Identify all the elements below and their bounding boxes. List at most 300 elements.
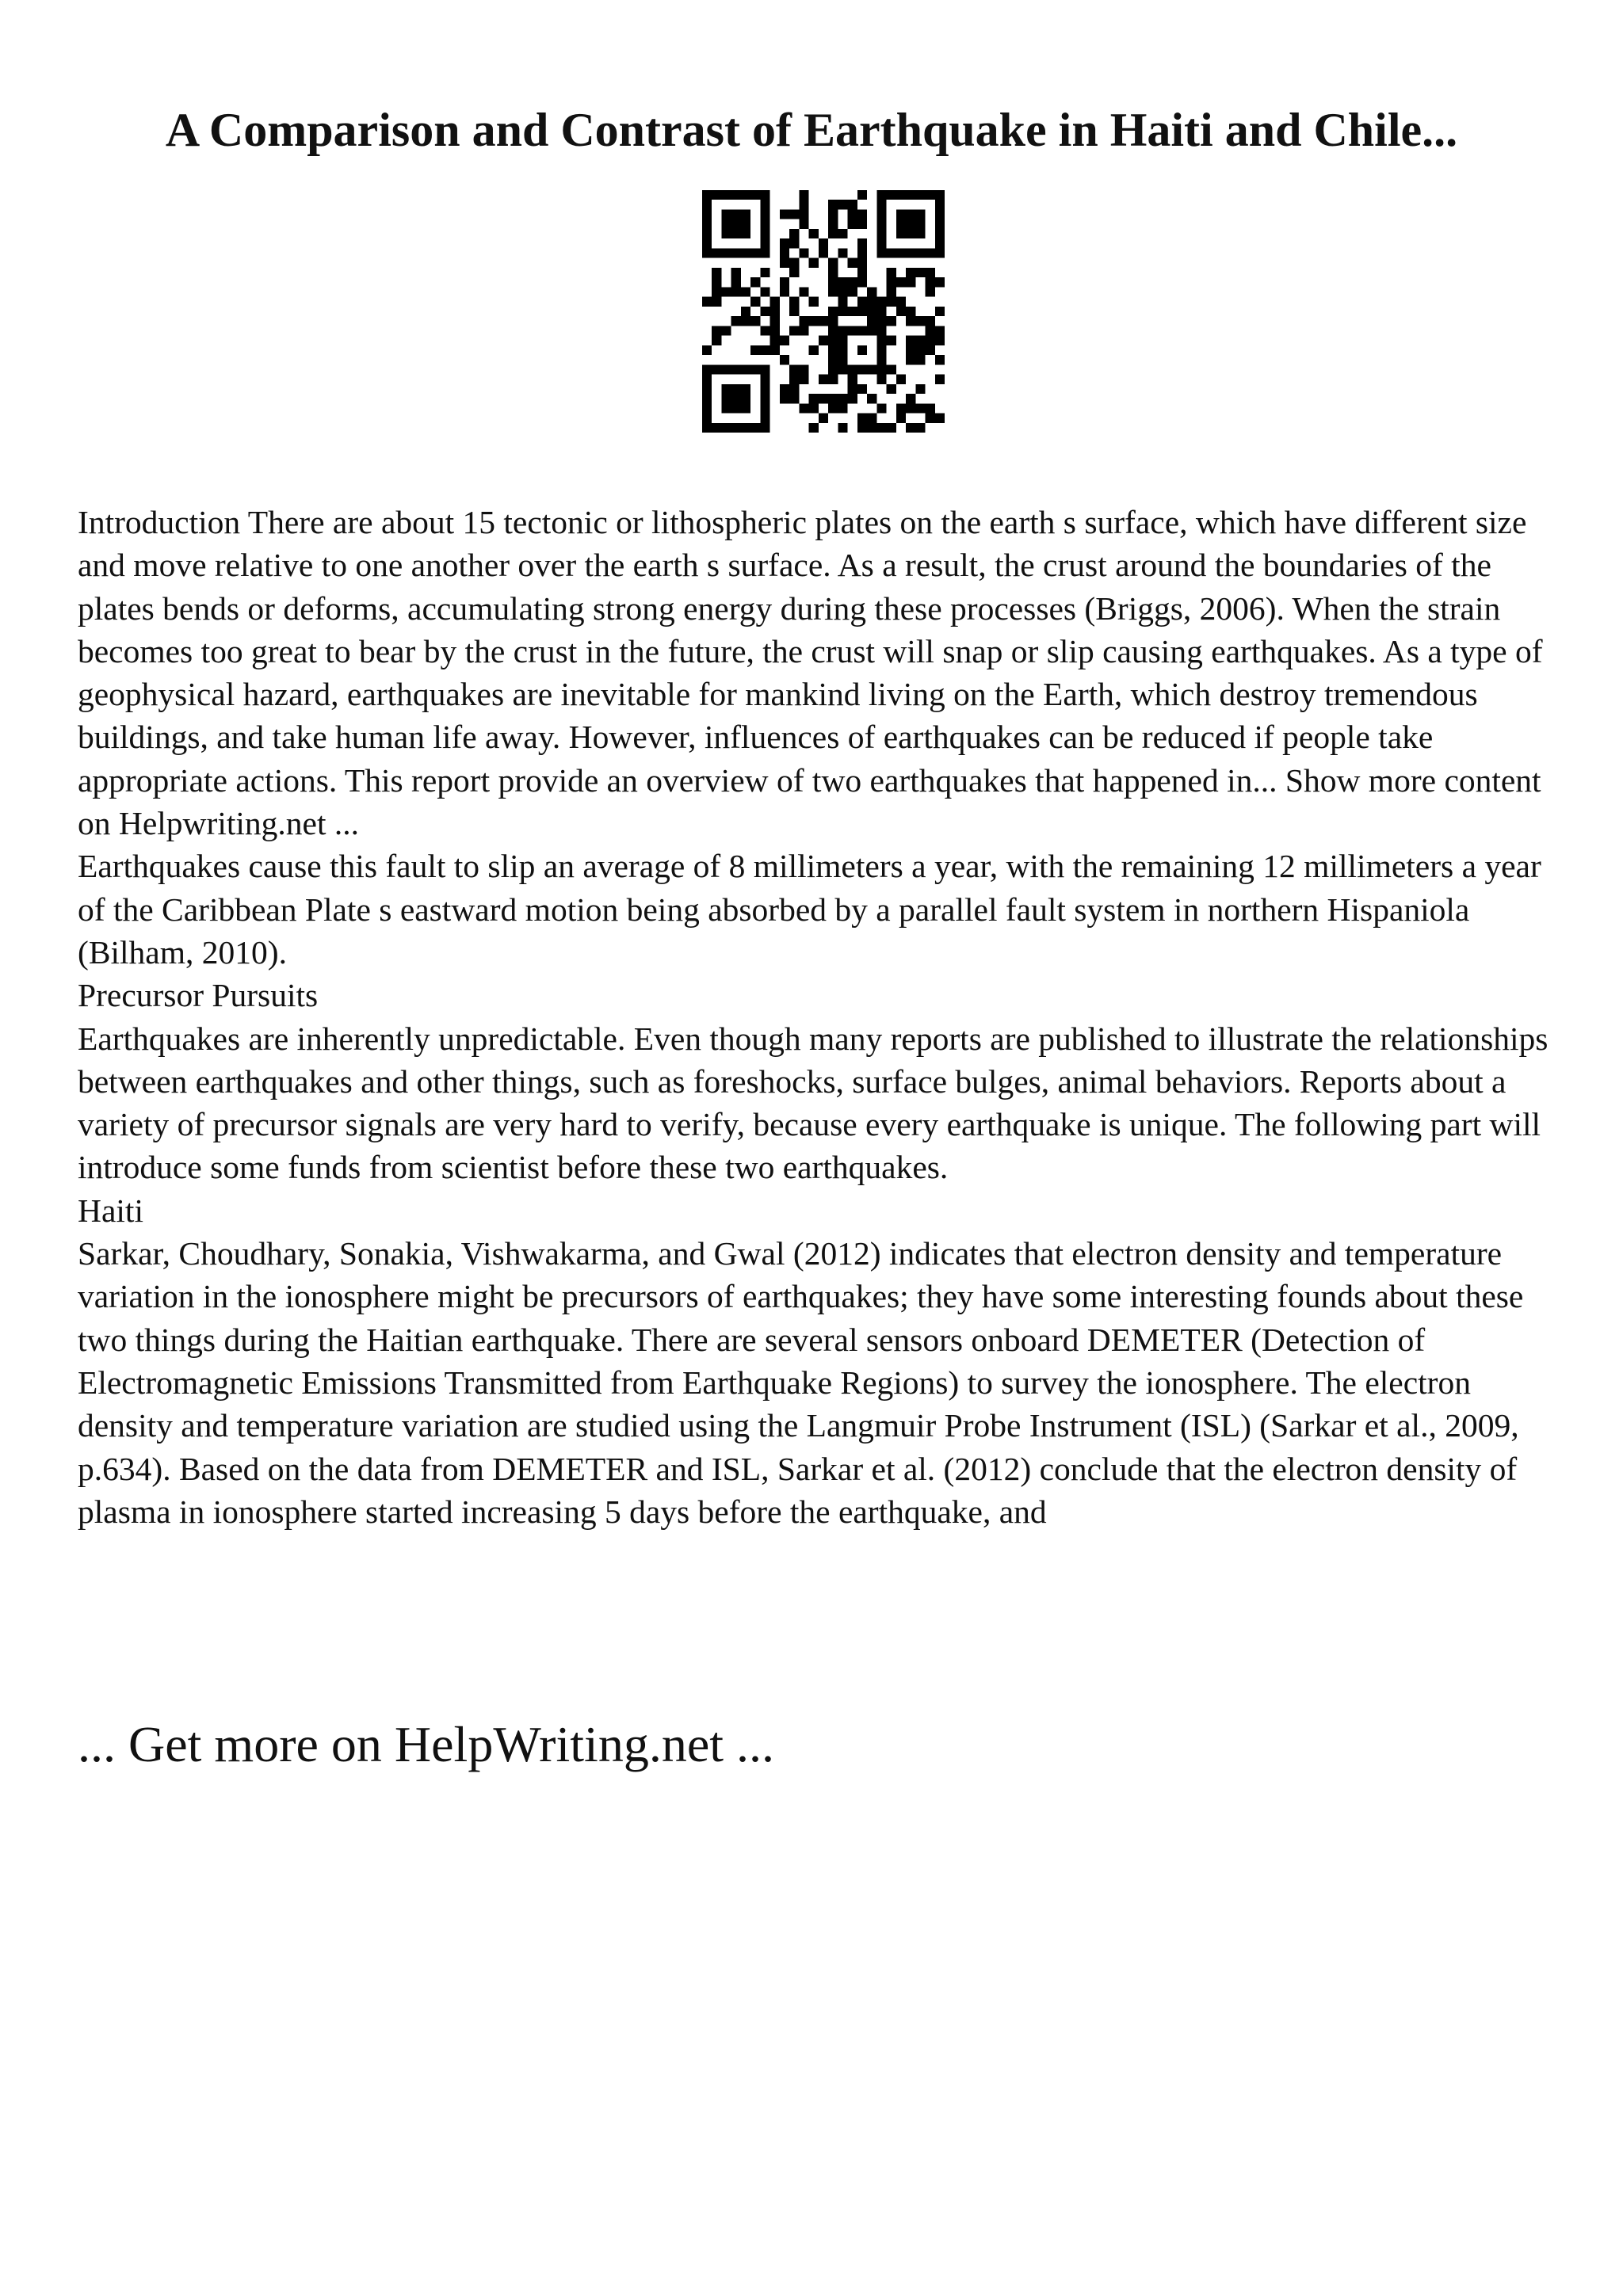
qr-module xyxy=(741,229,750,238)
qr-module xyxy=(887,248,896,257)
qr-module xyxy=(712,190,721,200)
qr-module xyxy=(702,219,712,229)
qr-module xyxy=(828,219,838,229)
qr-module xyxy=(838,394,847,403)
qr-module xyxy=(935,248,945,257)
qr-module xyxy=(780,355,789,364)
qr-module xyxy=(789,209,799,219)
qr-module xyxy=(935,307,945,316)
qr-module xyxy=(712,287,721,296)
qr-module xyxy=(887,364,896,374)
qr-module xyxy=(828,268,838,277)
qr-module xyxy=(702,364,712,374)
qr-module xyxy=(896,209,906,219)
qr-module xyxy=(876,248,886,257)
qr-module xyxy=(702,297,712,307)
qr-module xyxy=(721,229,731,238)
qr-module xyxy=(760,403,769,413)
qr-module xyxy=(857,258,867,268)
qr-module xyxy=(857,307,867,316)
qr-module xyxy=(915,345,925,355)
qr-module xyxy=(887,336,896,345)
qr-module xyxy=(760,268,769,277)
qr-module xyxy=(857,209,867,219)
qr-module xyxy=(760,375,769,384)
qr-module xyxy=(789,364,799,374)
qr-module xyxy=(760,345,769,355)
qr-module xyxy=(857,326,867,335)
qr-module xyxy=(915,355,925,364)
qr-module xyxy=(819,238,828,248)
qr-module xyxy=(876,403,886,413)
paragraph-precursors: Earthquakes are inherently unpredictable. Even though many reports are published to illustrate the relationships between earthquakes and other things, such as foreshocks, surface bulges, animal behaviors. Reports about a variety of precursor signals are very hard to verify, because every earthquake is unique. The following part will introduce some funds from scientist before these two earthquakes. xyxy=(78,1020,1549,1186)
qr-module xyxy=(750,364,760,374)
qr-module xyxy=(876,345,886,355)
qr-module xyxy=(915,403,925,413)
qr-module xyxy=(702,414,712,423)
qr-module xyxy=(915,336,925,345)
paragraph-haiti: Sarkar, Choudhary, Sonakia, Vishwakarma, and Gwal (2012) indicates that electron density and temperature variation in the ionosphere might be precursors of earthquakes; they have some interesting founds about these two things during the Haitian earthquake. There are several sensors onboard DEMETER (Detection of Electromagnetic Emissions Transmitted from Earthquake Regions) to survey the ionosphere. The electron density and temperature variation are studied using the Langmuir Probe Instrument (ISL) (Sarkar et al., 2009, p.634). Based on the data from DEMETER and ISL, Sarkar et al. (2012) conclude that the electron density of plasma in ionosphere started increasing 5 days before the earthquake, and xyxy=(78,1235,1524,1530)
qr-module xyxy=(741,248,750,257)
qr-module xyxy=(819,248,828,257)
qr-module xyxy=(887,316,896,326)
qr-module xyxy=(799,326,808,335)
qr-module xyxy=(857,268,867,277)
qr-module xyxy=(828,307,838,316)
qr-module xyxy=(750,297,760,307)
heading-precursor-pursuits: Precursor Pursuits xyxy=(78,977,319,1014)
qr-module xyxy=(741,384,750,394)
qr-module xyxy=(906,307,915,316)
qr-module xyxy=(876,238,886,248)
qr-module xyxy=(896,248,906,257)
qr-module xyxy=(926,287,935,296)
qr-module xyxy=(702,403,712,413)
qr-module xyxy=(760,229,769,238)
qr-module xyxy=(838,336,847,345)
qr-module xyxy=(828,355,838,364)
qr-module xyxy=(887,190,896,200)
qr-module xyxy=(848,219,857,229)
qr-module xyxy=(809,423,819,433)
qr-module xyxy=(741,364,750,374)
qr-module xyxy=(828,229,838,238)
qr-module xyxy=(702,423,712,433)
qr-module xyxy=(760,414,769,423)
qr-module xyxy=(828,403,838,413)
qr-module xyxy=(828,345,838,355)
qr-module xyxy=(838,345,847,355)
qr-module xyxy=(915,423,925,433)
qr-module xyxy=(819,375,828,384)
qr-module xyxy=(721,403,731,413)
qr-module xyxy=(799,219,808,229)
qr-module xyxy=(750,190,760,200)
qr-module xyxy=(741,307,750,316)
qr-module xyxy=(926,190,935,200)
qr-module xyxy=(915,190,925,200)
qr-module xyxy=(828,258,838,268)
qr-module xyxy=(731,248,741,257)
qr-module xyxy=(731,229,741,238)
qr-module xyxy=(935,326,945,335)
qr-module xyxy=(935,229,945,238)
qr-module xyxy=(876,355,886,364)
qr-module xyxy=(935,190,945,200)
qr-module xyxy=(876,209,886,219)
qr-module xyxy=(887,268,896,277)
qr-module xyxy=(750,248,760,257)
qr-module xyxy=(780,384,789,394)
qr-module xyxy=(896,403,906,413)
qr-module xyxy=(935,414,945,423)
qr-module xyxy=(896,277,906,287)
qr-module xyxy=(867,423,876,433)
qr-module xyxy=(731,364,741,374)
qr-module xyxy=(770,297,780,307)
qr-module xyxy=(915,248,925,257)
qr-module xyxy=(915,268,925,277)
qr-module xyxy=(867,307,876,316)
qr-module xyxy=(906,248,915,257)
qr-module xyxy=(828,209,838,219)
qr-module xyxy=(926,336,935,345)
qr-module xyxy=(935,209,945,219)
qr-module xyxy=(906,268,915,277)
qr-code-icon xyxy=(702,190,945,433)
qr-module xyxy=(828,326,838,335)
qr-module xyxy=(712,364,721,374)
qr-module xyxy=(712,268,721,277)
qr-module xyxy=(915,384,925,394)
qr-module xyxy=(848,277,857,287)
qr-module xyxy=(731,423,741,433)
qr-module xyxy=(731,190,741,200)
qr-module xyxy=(799,200,808,209)
qr-module xyxy=(712,248,721,257)
qr-module xyxy=(906,423,915,433)
qr-module xyxy=(896,219,906,229)
qr-module xyxy=(721,248,731,257)
qr-module xyxy=(721,326,731,335)
qr-module xyxy=(731,219,741,229)
qr-module xyxy=(750,423,760,433)
qr-module xyxy=(731,316,741,326)
qr-module xyxy=(857,414,867,423)
qr-module xyxy=(926,248,935,257)
qr-module xyxy=(789,297,799,307)
qr-module xyxy=(741,287,750,296)
qr-module xyxy=(731,268,741,277)
qr-module xyxy=(750,316,760,326)
qr-module xyxy=(935,200,945,209)
qr-module xyxy=(838,248,847,257)
qr-module xyxy=(906,277,915,287)
qr-module xyxy=(741,190,750,200)
qr-module xyxy=(887,297,896,307)
qr-module xyxy=(731,209,741,219)
qr-module xyxy=(926,345,935,355)
qr-module xyxy=(828,277,838,287)
qr-module xyxy=(702,229,712,238)
qr-module xyxy=(867,414,876,423)
qr-module xyxy=(799,316,808,326)
qr-module xyxy=(731,403,741,413)
qr-module xyxy=(780,238,789,248)
qr-module xyxy=(906,345,915,355)
qr-module xyxy=(721,394,731,403)
qr-module xyxy=(760,364,769,374)
document-body xyxy=(78,501,1568,1533)
qr-module xyxy=(828,287,838,296)
qr-module xyxy=(857,364,867,374)
qr-module xyxy=(896,190,906,200)
qr-module xyxy=(906,190,915,200)
qr-module xyxy=(712,336,721,345)
qr-module xyxy=(906,403,915,413)
qr-module xyxy=(760,190,769,200)
qr-module xyxy=(848,394,857,403)
paragraph-introduction: Introduction There are about 15 tectonic or lithospheric plates on the earth s surface, which have different size and move relative to one another over the earth s surface. As a result, the crust around the boundaries of the plates bends or deforms, accumulating strong energy during these processes (Briggs, 2006). When the strain becomes too great to bear by the crust in the future, the crust will snap or slip causing earthquakes. As a type of geophysical hazard, earthquakes are inevitable for mankind living on the Earth, which destroy tremendous buildings, and take human life away. However, influences of earthquakes can be reduced if people take appropriate actions. This report provide an overview of two earthquakes that happened in... Show more content on Helpwriting.net ... xyxy=(78,504,1543,842)
qr-module xyxy=(935,238,945,248)
qr-module xyxy=(712,423,721,433)
qr-module xyxy=(799,364,808,374)
qr-module xyxy=(780,394,789,403)
qr-module xyxy=(887,384,896,394)
qr-module xyxy=(799,375,808,384)
qr-module xyxy=(828,375,838,384)
qr-module xyxy=(838,307,847,316)
qr-module xyxy=(857,345,867,355)
qr-module xyxy=(702,384,712,394)
qr-module xyxy=(906,394,915,403)
qr-module xyxy=(809,316,819,326)
qr-module xyxy=(896,414,906,423)
qr-module xyxy=(789,258,799,268)
qr-module xyxy=(857,248,867,257)
qr-module xyxy=(770,345,780,355)
qr-module xyxy=(819,414,828,423)
qr-module xyxy=(876,190,886,200)
qr-module xyxy=(876,364,886,374)
qr-module xyxy=(721,364,731,374)
qr-module xyxy=(780,277,789,287)
qr-module xyxy=(848,375,857,384)
qr-module xyxy=(780,287,789,296)
qr-module xyxy=(906,316,915,326)
qr-module xyxy=(780,248,789,257)
qr-module xyxy=(789,268,799,277)
qr-module xyxy=(876,423,886,433)
qr-module xyxy=(876,375,886,384)
qr-module xyxy=(915,316,925,326)
qr-module xyxy=(896,375,906,384)
qr-module xyxy=(721,190,731,200)
qr-module xyxy=(760,238,769,248)
qr-module xyxy=(935,355,945,364)
qr-module xyxy=(838,403,847,413)
qr-module xyxy=(809,403,819,413)
qr-module xyxy=(760,423,769,433)
document-title: A Comparison and Contrast of Earthquake in Haiti and Chile... xyxy=(165,104,1458,156)
qr-module xyxy=(741,423,750,433)
qr-module xyxy=(731,287,741,296)
qr-module xyxy=(819,316,828,326)
qr-module xyxy=(838,229,847,238)
qr-module xyxy=(838,326,847,335)
qr-module xyxy=(838,297,847,307)
qr-module xyxy=(702,209,712,219)
qr-module xyxy=(819,394,828,403)
qr-module xyxy=(721,287,731,296)
qr-module xyxy=(789,229,799,238)
paragraph-fault-slip: Earthquakes cause this fault to slip an average of 8 millimeters a year, with the remaining 12 millimeters a year of the Caribbean Plate s eastward motion being absorbed by a parallel fault system in northern Hispaniola (Bilham, 2010). xyxy=(78,848,1541,971)
qr-module xyxy=(760,248,769,257)
qr-module xyxy=(741,219,750,229)
qr-module xyxy=(896,229,906,238)
qr-module xyxy=(760,200,769,209)
qr-module xyxy=(760,326,769,335)
qr-module xyxy=(867,287,876,296)
qr-module xyxy=(828,364,838,374)
qr-module xyxy=(876,336,886,345)
qr-module xyxy=(935,219,945,229)
qr-module xyxy=(789,375,799,384)
qr-module xyxy=(712,297,721,307)
qr-module xyxy=(848,364,857,374)
qr-module xyxy=(926,326,935,335)
qr-module xyxy=(799,403,808,413)
qr-module xyxy=(838,364,847,374)
qr-module xyxy=(838,200,847,209)
qr-module xyxy=(760,307,769,316)
qr-module xyxy=(848,307,857,316)
qr-module xyxy=(867,297,876,307)
qr-module xyxy=(857,423,867,433)
qr-module xyxy=(857,297,867,307)
qr-module xyxy=(809,258,819,268)
qr-module xyxy=(712,326,721,335)
qr-module xyxy=(838,355,847,364)
qr-module xyxy=(857,277,867,287)
qr-module xyxy=(857,219,867,229)
qr-module xyxy=(799,209,808,219)
qr-module xyxy=(906,336,915,345)
qr-module xyxy=(760,287,769,296)
qr-module xyxy=(702,248,712,257)
qr-module xyxy=(770,336,780,345)
qr-module xyxy=(848,326,857,335)
qr-module xyxy=(721,219,731,229)
qr-module xyxy=(857,238,867,248)
qr-module xyxy=(926,316,935,326)
qr-module xyxy=(896,297,906,307)
qr-module xyxy=(760,219,769,229)
qr-module xyxy=(721,423,731,433)
qr-module xyxy=(799,287,808,296)
qr-module xyxy=(867,364,876,374)
qr-module xyxy=(741,316,750,326)
qr-module xyxy=(770,307,780,316)
qr-module xyxy=(702,345,712,355)
qr-module xyxy=(838,423,847,433)
qr-module xyxy=(906,219,915,229)
qr-module xyxy=(848,287,857,296)
qr-module xyxy=(828,316,838,326)
qr-module xyxy=(906,355,915,364)
qr-module xyxy=(789,238,799,248)
qr-module xyxy=(741,209,750,219)
qr-module xyxy=(848,200,857,209)
qr-module xyxy=(876,229,886,238)
qr-module xyxy=(876,326,886,335)
qr-module xyxy=(935,277,945,287)
qr-module xyxy=(906,229,915,238)
qr-module xyxy=(809,345,819,355)
qr-module xyxy=(935,375,945,384)
qr-module xyxy=(876,200,886,209)
qr-module xyxy=(741,403,750,413)
qr-module xyxy=(896,307,906,316)
qr-module xyxy=(789,394,799,403)
qr-module xyxy=(741,394,750,403)
qr-module xyxy=(721,384,731,394)
qr-module xyxy=(702,375,712,384)
qr-module xyxy=(780,336,789,345)
qr-module xyxy=(867,316,876,326)
heading-haiti: Haiti xyxy=(78,1192,143,1229)
qr-module xyxy=(887,423,896,433)
qr-module xyxy=(848,258,857,268)
qr-module xyxy=(809,394,819,403)
qr-module xyxy=(809,297,819,307)
qr-module xyxy=(828,394,838,403)
qr-module xyxy=(915,229,925,238)
qr-module xyxy=(906,209,915,219)
qr-module xyxy=(760,209,769,219)
qr-module xyxy=(789,326,799,335)
qr-module xyxy=(780,258,789,268)
qr-module xyxy=(935,336,945,345)
qr-module xyxy=(770,326,780,335)
qr-module xyxy=(750,345,760,355)
qr-module xyxy=(702,190,712,200)
qr-module xyxy=(876,219,886,229)
qr-module xyxy=(721,209,731,219)
qr-module xyxy=(926,403,935,413)
qr-module xyxy=(848,209,857,219)
get-more-link[interactable]: ... Get more on HelpWriting.net ... xyxy=(78,1716,774,1772)
qr-module xyxy=(915,219,925,229)
qr-module xyxy=(828,200,838,209)
qr-module xyxy=(799,248,808,257)
qr-module xyxy=(789,384,799,394)
qr-module xyxy=(926,268,935,277)
qr-module xyxy=(848,384,857,394)
qr-module xyxy=(838,287,847,296)
qr-module xyxy=(857,384,867,394)
qr-module xyxy=(702,200,712,209)
qr-module xyxy=(799,190,808,200)
qr-module xyxy=(760,384,769,394)
qr-module xyxy=(789,307,799,316)
qr-module xyxy=(876,307,886,316)
qr-module xyxy=(867,394,876,403)
qr-module xyxy=(731,384,741,394)
qr-module xyxy=(887,277,896,287)
qr-module xyxy=(819,336,828,345)
qr-module xyxy=(760,394,769,403)
